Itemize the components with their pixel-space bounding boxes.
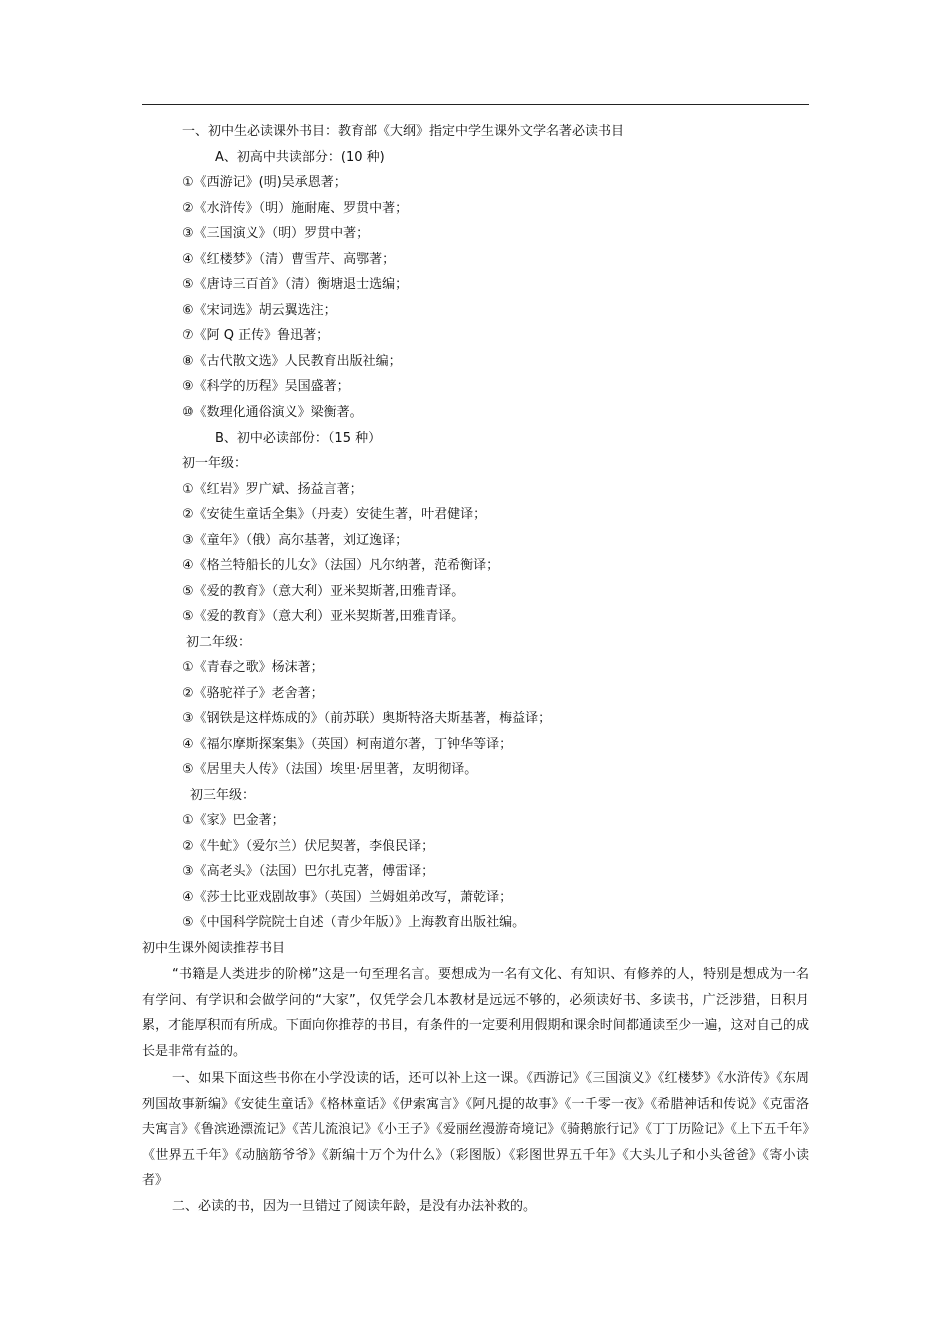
header-rule — [142, 104, 809, 105]
grade2-item-1: ①《青春之歌》杨沫著； — [182, 660, 324, 675]
grade1-item-1: ①《红岩》罗广斌、扬益言著； — [182, 482, 363, 497]
point-two-paragraph: 二、必读的书，因为一旦错过了阅读年龄，是没有办法补救的。 — [172, 1199, 537, 1214]
grade3-item-3: ③《高老头》（法国）巴尔扎克著，傅雷译； — [182, 864, 435, 879]
part-a-item-9: ⑨《科学的历程》吴国盛著； — [182, 379, 350, 394]
part-a-item-10: ⑩《数理化通俗演义》梁衡著。 — [182, 405, 363, 420]
grade1-label: 初一年级： — [182, 456, 248, 471]
part-a-item-5: ⑤《唐诗三百首》（清）衡塘退士选编； — [182, 277, 409, 292]
part-a-item-8: ⑧《古代散文选》人民教育出版社编； — [182, 354, 402, 369]
section-one-heading: 一、初中生必读课外书目：教育部《大纲》指定中学生课外文学名著必读书目 — [182, 124, 625, 139]
part-a-item-7: ⑦《阿 Q 正传》鲁迅著； — [182, 328, 330, 343]
part-a-item-2: ②《水浒传》（明）施耐庵、罗贯中著； — [182, 201, 409, 216]
grade3-label: 初三年级： — [190, 788, 256, 803]
grade3-item-4: ④《莎士比亚戏剧故事》（英国）兰姆姐弟改写，萧乾译； — [182, 890, 513, 905]
point-one-paragraph: 一、如果下面这些书你在小学没读的话，还可以补上这一课。《西游记》《三国演义》《红楼梦》《水浒传》《东周列国故事新编》《安徒生童话》《格林童话》《伊索寓言》《阿凡提的故事》《一千零一夜》《希腊神话和传说》《克雷洛夫寓言》《鲁滨逊漂流记》《苦儿流浪记》《小王子》《爱丽丝漫游奇境记》《骑鹅旅行记》《丁丁历险记》《上下五千年》《世界五千年》《动脑筋爷爷》《新编十万个为什么》（彩图版）《彩图世界五千年》《大头儿子和小头爸爸》《寄小读者》 — [142, 1071, 809, 1189]
part-a-item-4: ④《红楼梦》（清）曹雪芹、高鄂著； — [182, 252, 396, 267]
grade1-item-3: ③《童年》（俄）高尔基著，刘辽逸译； — [182, 533, 409, 548]
grade2-item-3: ③《钢铁是这样炼成的》（前苏联）奥斯特洛夫斯基著，梅益译； — [182, 711, 552, 726]
part-a-title: A、初高中共读部分：(10 种) — [215, 150, 385, 165]
grade3-item-5: ⑤《中国科学院院士自述（青少年版）》上海教育出版社编。 — [182, 915, 526, 930]
grade2-item-5: ⑤《居里夫人传》（法国）埃里·居里著，友明彻译。 — [182, 762, 478, 777]
grade2-item-4: ④《福尔摩斯探案集》（英国）柯南道尔著，丁钟华等译； — [182, 737, 513, 752]
grade1-item-5: ⑤《爱的教育》（意大利）亚米契斯著,田雅青译。 — [182, 584, 465, 599]
grade3-item-1: ①《家》巴金著； — [182, 813, 285, 828]
grade3-item-2: ②《牛虻》（爱尔兰）伏尼契著，李俍民译； — [182, 839, 435, 854]
grade1-item-6: ⑤《爱的教育》（意大利）亚米契斯著,田雅青译。 — [182, 609, 465, 624]
grade2-item-2: ②《骆驼祥子》老舍著； — [182, 686, 324, 701]
section-two-title: 初中生课外阅读推荐书目 — [142, 941, 286, 956]
part-b-title: B、初中必读部份：（15 种） — [215, 431, 382, 446]
grade2-label: 初二年级： — [186, 635, 252, 650]
part-a-item-3: ③《三国演义》（明）罗贯中著； — [182, 226, 370, 241]
grade1-item-4: ④《格兰特船长的儿女》（法国）凡尔纳著，范希衡译； — [182, 558, 500, 573]
part-a-item-6: ⑥《宋词选》胡云翼选注； — [182, 303, 337, 318]
grade1-item-2: ②《安徒生童话全集》（丹麦）安徒生著，叶君健译； — [182, 507, 487, 522]
intro-paragraph: “书籍是人类进步的阶梯”这是一句至理名言。要想成为一名有文化、有知识、有修养的人，特别是想成为一名有学问、有学识和会做学问的“大家”，仅凭学会几本教材是远远不够的，必须读好书、多读书，广泛涉猎，日积月累，才能厚积而有所成。下面向你推荐的书目，有条件的一定要利用假期和课余时间都通读至少一遍，这对自己的成长是非常有益的。 — [142, 967, 809, 1059]
part-a-item-1: ①《西游记》(明)吴承恩著； — [182, 175, 347, 190]
